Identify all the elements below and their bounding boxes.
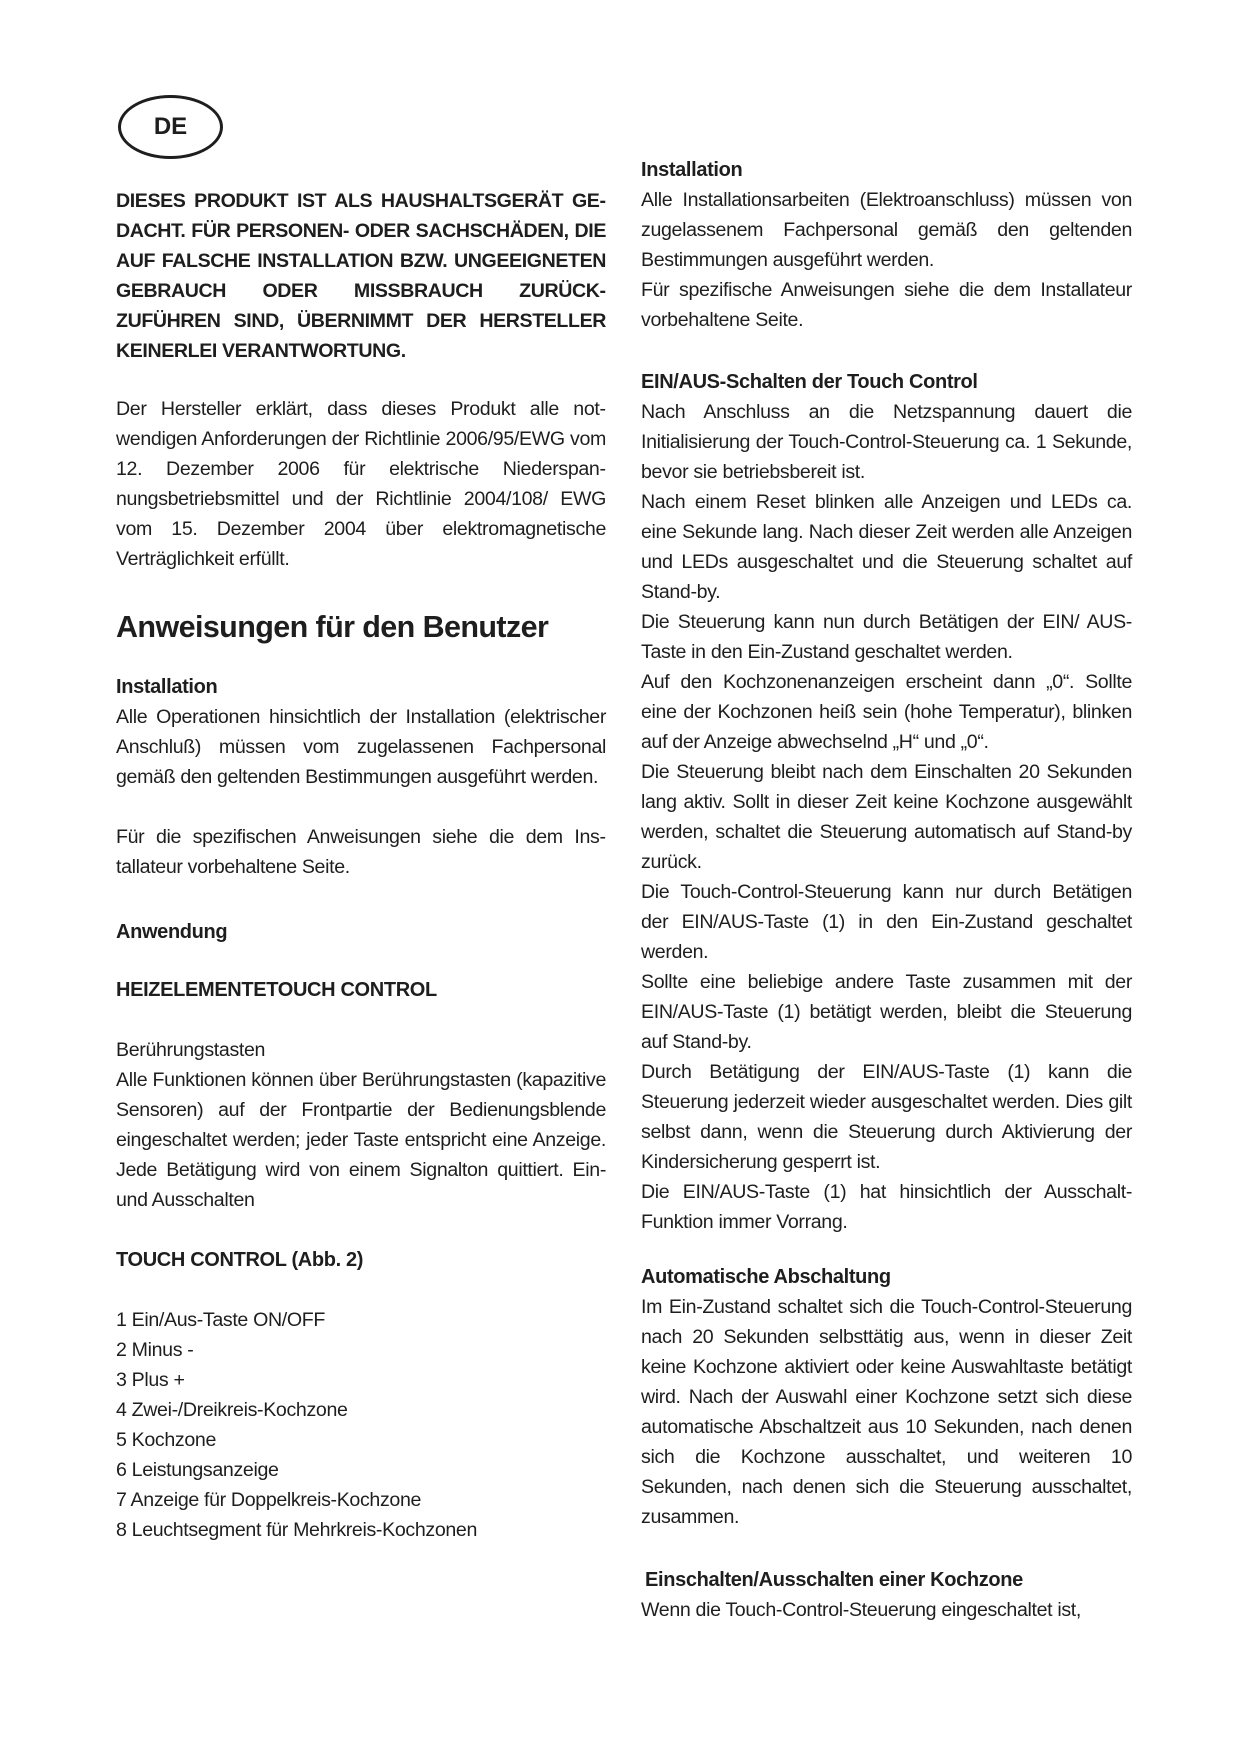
zone-onoff-heading: Einschalten/Ausschalten einer Kochzone	[645, 1569, 1023, 1591]
legend-item: 8 Leuchtsegment für Mehrkreis-Kochzonen	[116, 1519, 478, 1541]
legend-item: 2 Minus -	[116, 1339, 194, 1361]
language-badge: DE	[118, 95, 223, 159]
declaration-paragraph: Der Hersteller erklärt, dass dieses Produkt alle notwendigen Anforderungen der Richtlinie 2006/95/EWG vom 12. Dezember 2006 für elektrische Niederspannungsbetriebsmittel und der Richtlinie 2004/108/ EWG vom 15. Dezember 2004 über elektromagnetische Verträglichkeit erfüllt.	[116, 398, 606, 570]
figure-heading: TOUCH CONTROL (Abb. 2)	[116, 1249, 364, 1271]
onoff-paragraph: Auf den Kochzonenanzeigen erscheint dann „0“. Sollte eine der Kochzonen heiß sein (hohe Temperatur), blinken auf der Anzeige abwechselnd „H“ und „0“.	[641, 671, 1132, 753]
onoff-paragraph: Durch Betätigung der EIN/AUS-Taste (1) kann die Steuerung jederzeit wieder ausgeschaltet werden. Dies gilt selbst dann, wenn die Steuerung durch Aktivierung der Kindersicherung gesperrt ist.	[641, 1061, 1132, 1173]
legend-item: 4 Zwei-/Dreikreis-Kochzone	[116, 1399, 348, 1421]
legend-list	[116, 1305, 606, 1545]
legend-item: 5 Kochzone	[116, 1429, 216, 1451]
usage-heading: Anwendung	[116, 921, 228, 943]
legend-item: 3 Plus +	[116, 1369, 185, 1391]
auto-off-heading: Automatische Abschaltung	[641, 1266, 891, 1288]
zone-onoff-paragraph: Wenn die Touch-Control-Steuerung eingeschaltet ist,	[641, 1599, 1081, 1621]
onoff-paragraph: Nach einem Reset blinken alle Anzeigen und LEDs ca. eine Sekunde lang. Nach dieser Zeit werden alle Anzeigen und LEDs ausgeschaltet und die Steuerung schaltet auf Stand-by.	[641, 491, 1132, 603]
installation-paragraph-right: Alle Installationsarbeiten (Elektroanschluss) müssen von zugelassenem Fachpersonal gemäß den geltenden Bestimmungen ausgeführt werden.	[641, 189, 1132, 271]
onoff-heading: EIN/AUS-Schalten der Touch Control	[641, 371, 978, 393]
onoff-paragraph: Sollte eine beliebige andere Taste zusammen mit der EIN/AUS-Taste (1) betätigt werden, bleibt die Steuerung auf Stand-by.	[641, 971, 1132, 1053]
auto-off-paragraph: Im Ein-Zustand schaltet sich die Touch-Control-Steuerung nach 20 Sekunden selbsttätig aus, wenn in dieser Zeit keine Kochzone aktiviert oder keine Auswahltaste betätigt wird. Nach der Auswahl einer Kochzone setzt sich diese automatische Abschaltzeit aus 10 Sekunden, nach denen sich die Kochzone ausschaltet, und weiteren 10 Sekunden, nach denen sich die Steuerung ausschaltet, zusammen.	[641, 1296, 1132, 1528]
legend-item: 1 Ein/Aus-Taste ON/OFF	[116, 1309, 325, 1331]
onoff-section	[641, 397, 1132, 1237]
onoff-paragraph: Nach Anschluss an die Netzspannung dauert die Initialisierung der Touch-Control-Steuerung ca. 1 Sekunde, bevor sie betriebsbereit ist.	[641, 401, 1132, 483]
installation-heading: Installation	[116, 676, 218, 698]
main-heading: Anweisungen für den Benutzer	[116, 610, 549, 644]
installation-paragraph: Alle Operationen hinsichtlich der Installation (elektrischer Anschluß) müssen vom zugelassenen Fachpersonal gemäß den geltenden Bestimmungen ausgeführt werden.	[116, 706, 606, 788]
touch-control-heading: HEIZELEMENTETOUCH CONTROL	[116, 979, 437, 1001]
warning-notice: DIESES PRODUKT IST ALS HAUSHALTSGERÄT GEDACHT. FÜR PERSONEN- ODER SACHSCHÄDEN, DIE AUF FALSCHE INSTALLATION BZW. UNGEEIGNETEN GEBRAUCH ODER MISSBRAUCH ZURÜCKZUFÜHREN SIND, ÜBERNIMMT DER HERSTELLER KEINERLEI VERANTWORTUNG.	[116, 190, 606, 362]
legend-item: 6 Leistungsanzeige	[116, 1459, 279, 1481]
onoff-paragraph: Die EIN/AUS-Taste (1) hat hinsichtlich der Ausschalt-Funktion immer Vorrang.	[641, 1181, 1132, 1233]
legend-item: 7 Anzeige für Doppelkreis-Kochzone	[116, 1489, 422, 1511]
onoff-paragraph: Die Steuerung bleibt nach dem Einschalten 20 Sekunden lang aktiv. Sollt in dieser Zeit keine Kochzone ausgewählt werden, schaltet die Steuerung automatisch auf Stand-by zurück.	[641, 761, 1132, 873]
touch-keys-label: Berührungstasten	[116, 1039, 266, 1061]
installation-reference-right: Für spezifische Anweisungen siehe die dem Installateur vorbehaltene Seite.	[641, 279, 1132, 331]
onoff-paragraph: Die Steuerung kann nun durch Betätigen der EIN/ AUS-Taste in den Ein-Zustand geschaltet werden.	[641, 611, 1132, 663]
installation-reference-paragraph: Für die spezifischen Anweisungen siehe die dem Installateur vorbehaltene Seite.	[116, 826, 606, 878]
touch-keys-paragraph: Alle Funktionen können über Berührungstasten (kapazitive Sensoren) auf der Frontpartie der Bedienungsblende eingeschaltet werden; jeder Taste entspricht eine Anzeige. Jede Betätigung wird von einem Signalton quittiert. Ein- und Ausschalten	[116, 1069, 606, 1211]
onoff-paragraph: Die Touch-Control-Steuerung kann nur durch Betätigen der EIN/AUS-Taste (1) in den Ein-Zustand geschaltet werden.	[641, 881, 1132, 963]
installation-heading-right: Installation	[641, 159, 743, 181]
